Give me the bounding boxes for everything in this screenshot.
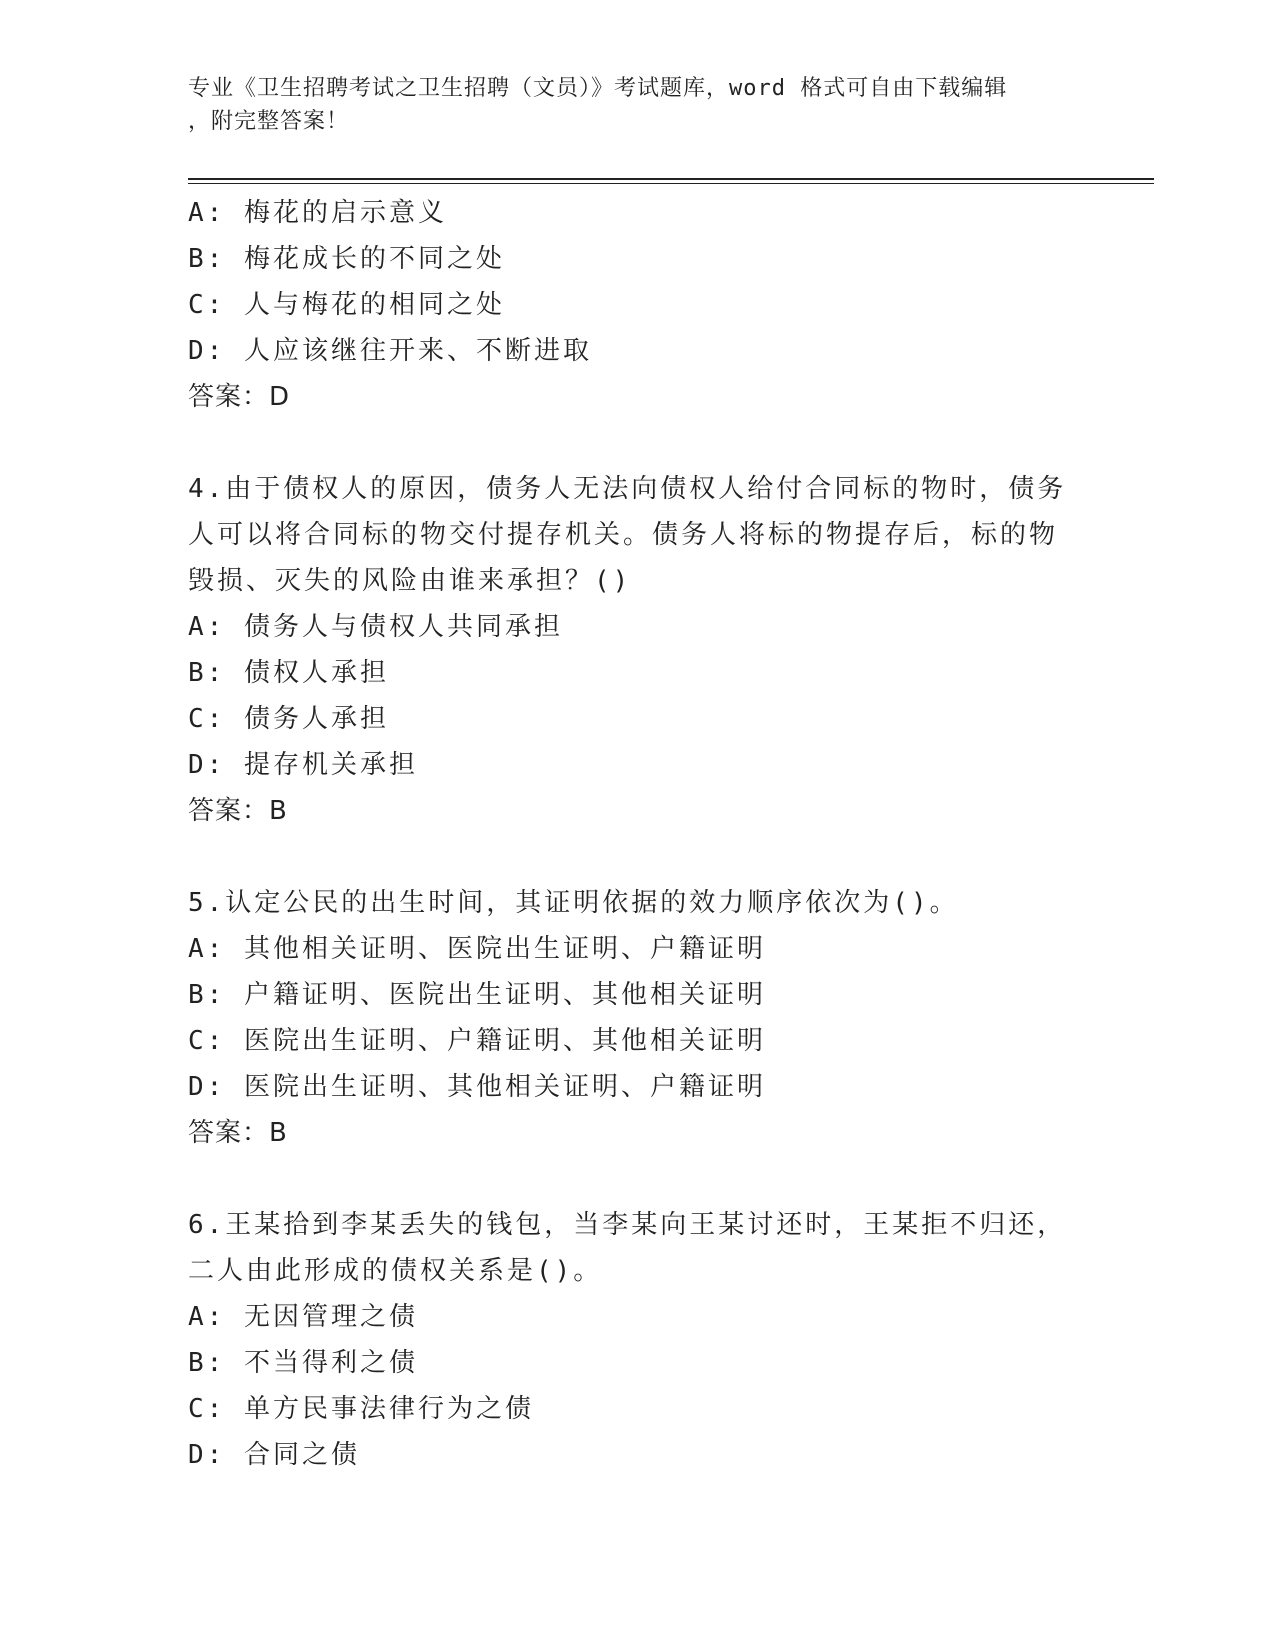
option-a: A: 无因管理之债 bbox=[188, 1302, 418, 1332]
option-b: B: 梅花成长的不同之处 bbox=[188, 244, 505, 274]
option-d: D: 医院出生证明、其他相关证明、户籍证明 bbox=[188, 1072, 766, 1102]
option-d: D: 人应该继往开来、不断进取 bbox=[188, 336, 592, 366]
header-divider-thin bbox=[188, 183, 1154, 184]
option-d: D: 提存机关承担 bbox=[188, 750, 418, 780]
stem-line: 二人由此形成的债权关系是()。 bbox=[188, 1256, 603, 1286]
stem-line: 毁损、灭失的风险由谁来承担？() bbox=[188, 566, 632, 596]
option-a: A: 其他相关证明、医院出生证明、户籍证明 bbox=[188, 934, 766, 964]
header-line-2: ，附完整答案！ bbox=[188, 109, 350, 134]
question-6 bbox=[188, 1202, 1088, 1478]
option-a: A: 债务人与债权人共同承担 bbox=[188, 612, 563, 642]
answer: 答案：D bbox=[188, 382, 291, 412]
question-5 bbox=[188, 880, 1088, 1156]
stem-line: 5.认定公民的出生时间，其证明依据的效力顺序依次为()。 bbox=[188, 888, 959, 918]
option-c: C: 单方民事法律行为之债 bbox=[188, 1394, 534, 1424]
answer: 答案：B bbox=[188, 796, 288, 826]
option-a: A: 梅花的启示意义 bbox=[188, 198, 447, 228]
stem-line: 6.王某拾到李某丢失的钱包，当李某向王某讨还时，王某拒不归还， bbox=[188, 1210, 1067, 1240]
question-stem bbox=[188, 466, 1088, 604]
document-header bbox=[188, 72, 1068, 138]
spacer bbox=[188, 834, 1088, 880]
question-stem bbox=[188, 880, 1088, 926]
stem-line: 人可以将合同标的物交付提存机关。债务人将标的物提存后，标的物 bbox=[188, 520, 1059, 550]
header-divider-thick bbox=[188, 178, 1154, 180]
answer: 答案：B bbox=[188, 1118, 288, 1148]
question-4 bbox=[188, 466, 1088, 834]
stem-line: 4.由于债权人的原因，债务人无法向债权人给付合同标的物时，债务 bbox=[188, 474, 1067, 504]
option-c: C: 债务人承担 bbox=[188, 704, 389, 734]
spacer bbox=[188, 1156, 1088, 1202]
option-b: B: 债权人承担 bbox=[188, 658, 389, 688]
header-line-1: 专业《卫生招聘考试之卫生招聘（文员）》考试题库，word 格式可自由下载编辑 bbox=[188, 76, 1008, 101]
option-d: D: 合同之债 bbox=[188, 1440, 360, 1470]
option-c: C: 人与梅花的相同之处 bbox=[188, 290, 505, 320]
question-stem bbox=[188, 1202, 1088, 1294]
question-3 bbox=[188, 190, 1088, 420]
spacer bbox=[188, 420, 1088, 466]
option-b: B: 不当得利之债 bbox=[188, 1348, 418, 1378]
option-c: C: 医院出生证明、户籍证明、其他相关证明 bbox=[188, 1026, 766, 1056]
option-b: B: 户籍证明、医院出生证明、其他相关证明 bbox=[188, 980, 766, 1010]
question-list bbox=[188, 190, 1088, 1478]
